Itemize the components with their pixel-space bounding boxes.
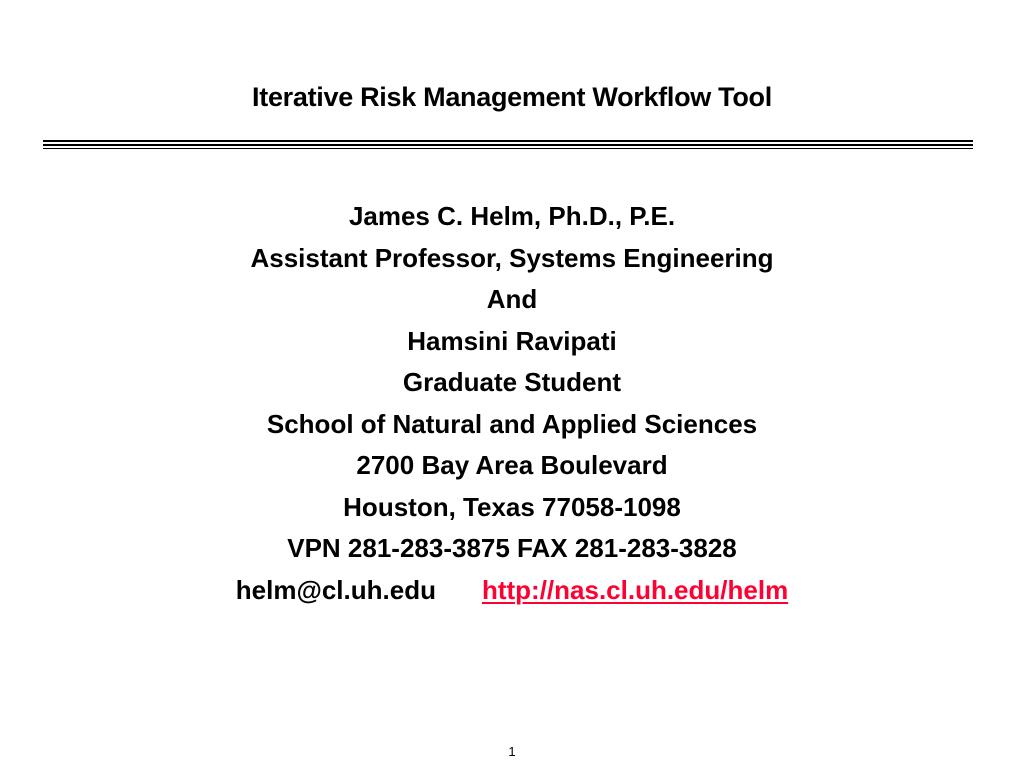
divider-line xyxy=(43,144,973,146)
email-address: helm@cl.uh.edu xyxy=(235,574,436,605)
author-name: James C. Helm, Ph.D., P.E. xyxy=(348,201,676,231)
title-divider xyxy=(43,140,973,149)
website-link[interactable]: http://nas.cl.uh.edu/helm xyxy=(481,574,789,605)
coauthor-position: Graduate Student xyxy=(402,367,622,397)
divider-line xyxy=(43,140,973,142)
city-state-zip: Houston, Texas 77058-1098 xyxy=(343,491,681,522)
page-number: 1 xyxy=(508,744,516,759)
phone-fax: VPN 281-283-3875 FAX 281-283-3828 xyxy=(287,533,737,563)
slide-title: Iterative Risk Management Workflow Tool xyxy=(252,82,772,112)
contact-block xyxy=(0,196,1024,611)
email-website-row xyxy=(0,570,1024,612)
street-address: 2700 Bay Area Boulevard xyxy=(356,450,668,480)
coauthor-name: Hamsini Ravipati xyxy=(407,325,617,356)
school-name: School of Natural and Applied Sciences xyxy=(266,408,758,439)
divider-line xyxy=(43,148,973,149)
conjunction: And xyxy=(486,284,538,314)
author-position: Assistant Professor, Systems Engineering xyxy=(250,242,774,273)
